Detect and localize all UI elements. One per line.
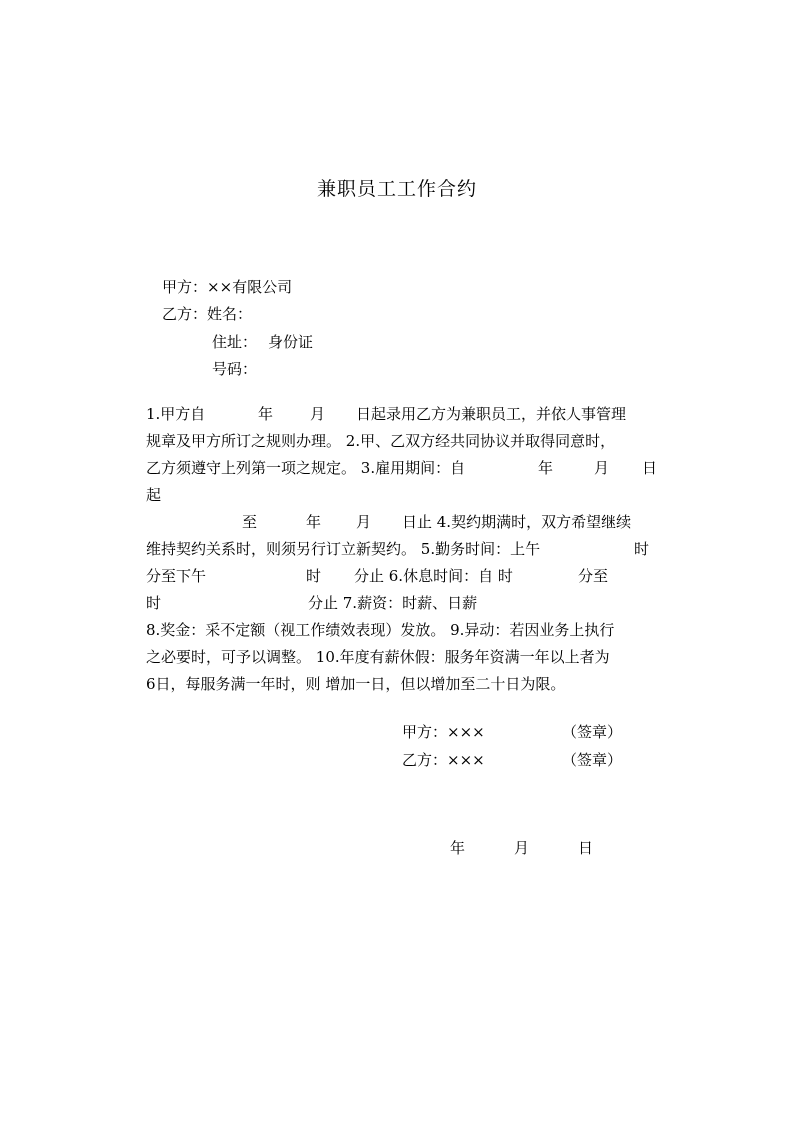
clause-line-3	[146, 458, 666, 478]
date-month: 月	[514, 839, 530, 857]
address-line	[212, 332, 412, 352]
blank-year: 年	[538, 459, 554, 477]
clause-line-5	[146, 512, 666, 532]
signing-date	[450, 838, 650, 858]
blank-hour: 时	[306, 567, 322, 585]
clause-text: 日起录用乙方为兼职员工，并依人事管理	[356, 405, 627, 423]
clause-line-9: 8.奖金：采不定额（视工作绩效表现）发放。 9.异动：若因业务上执行	[146, 621, 615, 639]
clause-line-4: 起	[146, 486, 162, 504]
clause-line-2: 规章及甲方所订之规则办理。 2.甲、乙双方经共同协议并取得同意时，	[146, 432, 616, 450]
clause-line-8	[146, 593, 666, 613]
signature-party-label: 乙方：×××	[402, 751, 485, 769]
blank-to: 至	[242, 513, 258, 531]
blank-month: 月	[594, 459, 610, 477]
clause-line-7	[146, 566, 666, 586]
clause-line-1	[146, 404, 666, 424]
clause-text: 分止 6.休息时间：自 时	[354, 567, 513, 585]
blank-month: 月	[356, 513, 372, 531]
clause-text: 分至下午	[146, 567, 207, 585]
seal-label: （签章）	[562, 751, 623, 769]
seal-label: （签章）	[562, 723, 623, 741]
date-year: 年	[450, 839, 466, 857]
clause-line-11: 6日，每服务满一年时，则 增加一日，但以增加至二十日为限。	[146, 675, 566, 693]
clause-text: 日止 4.契约期满时，双方希望继续	[402, 513, 632, 531]
clause-text: 1.甲方自	[146, 405, 206, 423]
clause-line-10: 之必要时，可予以调整。 10.年度有薪休假：服务年资满一年以上者为	[146, 648, 610, 666]
blank-year: 年	[306, 513, 322, 531]
blank-minute: 分至	[578, 567, 609, 585]
blank-hour: 时	[146, 594, 162, 612]
party-b-line: 乙方：姓名：	[162, 305, 253, 323]
signature-party-b	[402, 750, 642, 770]
date-day: 日	[578, 839, 594, 857]
signature-party-label: 甲方：×××	[402, 723, 485, 741]
address-label: 住址：	[212, 333, 258, 351]
id-number-line: 号码：	[212, 360, 258, 378]
blank-month: 月	[310, 405, 326, 423]
id-card-label: 身份证	[268, 333, 314, 351]
clause-text: 分止 7.薪资：时薪、日薪	[308, 594, 478, 612]
blank-year: 年	[258, 405, 274, 423]
clause-line-6	[146, 539, 666, 559]
blank-day: 日	[642, 459, 658, 477]
clause-text: 乙方须遵守上列第一项之规定。 3.雇用期间：自	[146, 459, 466, 477]
document-title: 兼职员工工作合约	[316, 178, 477, 200]
clause-text: 维持契约关系时，则须另行订立新契约。 5.勤务时间：上午	[146, 540, 541, 558]
party-a-line: 甲方：××有限公司	[162, 278, 293, 296]
blank-hour: 时	[634, 540, 650, 558]
signature-party-a	[402, 722, 642, 742]
